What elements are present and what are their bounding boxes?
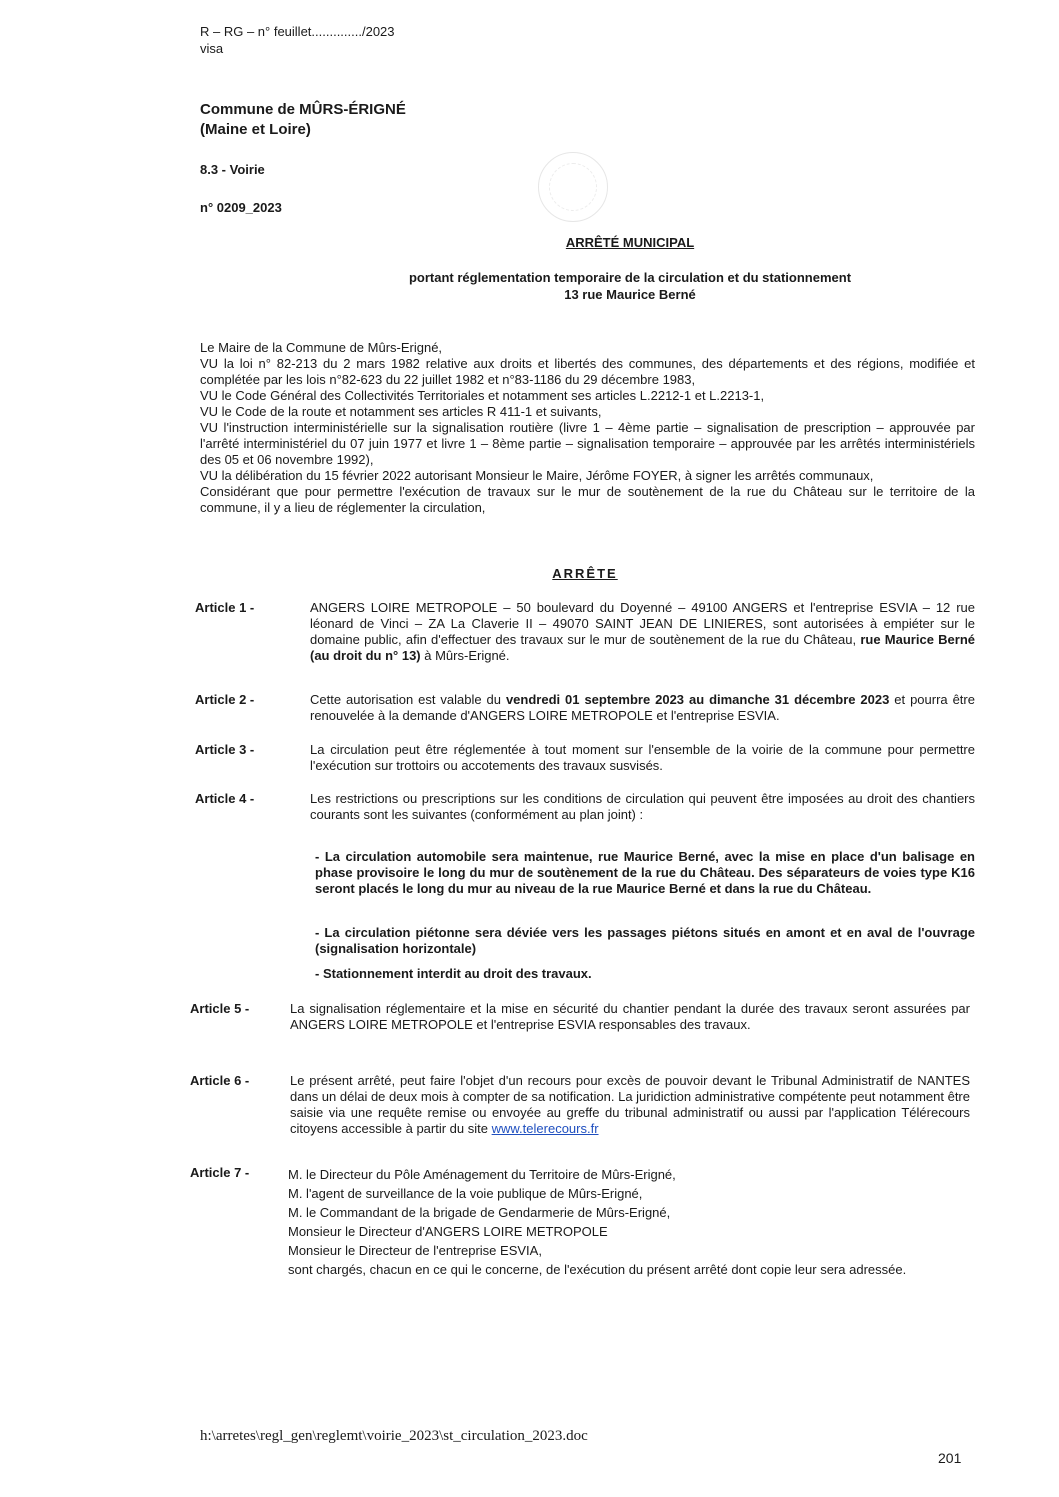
article-3-label: Article 3 -: [195, 742, 255, 757]
article-4-bullet-pedestrian: - La circulation piétonne sera déviée vers les passages piétons situés en amont et en aval de l'ouvrage (signalisation horizontale): [315, 925, 975, 956]
article-5-label: Article 5 -: [190, 1001, 250, 1016]
decree-address: 13 rue Maurice Berné: [564, 287, 696, 302]
article-2-body: [310, 692, 975, 724]
arrete-heading: ARRÊTE: [552, 566, 618, 581]
article-7-body: [288, 1165, 978, 1279]
article-7-label: Article 7 -: [190, 1165, 250, 1180]
preamble-considerant: Considérant que pour permettre l'exécution de travaux sur le mur de soutènement de la rue du Château sur le territoire de la commune, il y a lieu de réglementer la circulation,: [200, 484, 975, 515]
commune-name: Commune de MÛRS-ÉRIGNÉ: [200, 101, 406, 118]
visa-label: visa: [200, 41, 224, 56]
article-1-location: rue Maurice Berné (au droit du n° 13): [310, 632, 975, 663]
article-7-recipient-4: Monsieur le Directeur d'ANGERS LOIRE METROPOLE: [288, 1224, 608, 1239]
article-6-label: Article 6 -: [190, 1073, 250, 1088]
reference-line: R – RG – n° feuillet............../2023: [200, 24, 395, 39]
faded-seal-stamp: [538, 152, 608, 222]
article-7-recipient-1: M. le Directeur du Pôle Aménagement du Territoire de Mûrs-Erigné,: [288, 1167, 676, 1182]
article-2-text-end: et pourra être renouvelée à la demande d'ANGERS LOIRE METROPOLE et l'entreprise ESVIA.: [310, 692, 975, 723]
article-4-bullet-parking: - Stationnement interdit au droit des travaux.: [315, 966, 592, 981]
article-2-dates: vendredi 01 septembre 2023 au dimanche 31 décembre 2023: [505, 692, 890, 707]
preamble-cgct: VU le Code Général des Collectivités Territoriales et notamment ses articles L.2212-1 et L.2213-1,: [200, 388, 765, 403]
preamble-law-1982: VU la loi n° 82-213 du 2 mars 1982 relative aux droits et libertés des communes, des départements et des régions, modifiée et complétée par les lois n°82-623 du 22 juillet 1982 et n°83-1186 du 29 décembre 1983,: [200, 356, 975, 387]
article-2-text-start: Cette autorisation est valable du: [310, 692, 501, 707]
article-6-text: Le présent arrêté, peut faire l'objet d'un recours pour excès de pouvoir devant le Tribunal Administratif de NANTES dans un délai de deux mois à compter de sa notification. La juridiction administrative compétente peut notamment être saisie via une requête remise ou envoyée au greffe du tribunal administratif ou aussi par l'application Télérecours citoyens accessible à partir du site: [290, 1073, 970, 1136]
article-4-label: Article 4 -: [195, 791, 255, 806]
decree-number: n° 0209_2023: [200, 200, 282, 215]
article-1-body: [310, 600, 975, 664]
preamble-instruction: VU l'instruction interministérielle sur la signalisation routière (livre 1 – 4ème partie – signalisation de prescription – approuvée par l'arrêté interministériel du 07 juin 1977 et livre 1 – 8ème partie – signalisation temporaire – approuvée par les arrêtés interministériels des 05 et 06 novembre 1992),: [200, 420, 975, 467]
preamble-deliberation: VU la délibération du 15 février 2022 autorisant Monsieur le Maire, Jérôme FOYER, à signer les arrêtés communaux,: [200, 468, 874, 483]
article-4-bullet-traffic: - La circulation automobile sera maintenue, rue Maurice Berné, avec la mise en place d'un balisage en phase provisoire le long du mur de soutènement de la rue du Château. Des séparateurs de voies type K16 seront placés le long du mur au niveau de la rue Maurice Berné et dans la rue du Château.: [315, 849, 975, 896]
article-1-text: ANGERS LOIRE METROPOLE – 50 boulevard du Doyenné – 49100 ANGERS et l'entreprise ESVIA – 12 rue léonard de Vinci – ZA La Claverie II – 49070 SAINT JEAN DE LINIERES, sont autorisées à empiéter sur le domaine public, afin d'effectuer des travaux sur le mur de soutènement de la rue du Château,: [310, 600, 975, 647]
article-5-body: La signalisation réglementaire et la mise en sécurité du chantier pendant la durée des travaux seront assurées par ANGERS LOIRE METROPOLE et l'entreprise ESVIA responsables des travaux.: [290, 1001, 970, 1032]
department-name: (Maine et Loire): [200, 121, 311, 138]
preamble-code-route: VU le Code de la route et notamment ses articles R 411-1 et suivants,: [200, 404, 602, 419]
article-3-body: La circulation peut être réglementée à tout moment sur l'ensemble de la voirie de la commune pour permettre l'exécution sur trottoirs ou accotements des travaux susvisés.: [310, 742, 975, 773]
telerecours-link[interactable]: www.telerecours.fr: [491, 1121, 599, 1136]
category-label: 8.3 - Voirie: [200, 162, 265, 177]
file-path-footer: h:\arretes\regl_gen\reglemt\voirie_2023\st_circulation_2023.doc: [200, 1428, 588, 1444]
article-1-label: Article 1 -: [195, 600, 255, 615]
preamble: [200, 340, 975, 516]
article-7-closing: sont chargés, chacun en ce qui le concerne, de l'exécution du présent arrêté dont copie leur sera adressée.: [288, 1262, 907, 1277]
article-7-recipient-3: M. le Commandant de la brigade de Gendarmerie de Mûrs-Erigné,: [288, 1205, 671, 1220]
article-1-tail: à Mûrs-Erigné.: [424, 648, 510, 663]
page-number: 201: [938, 1450, 962, 1466]
decree-subtitle: portant réglementation temporaire de la circulation et du stationnement: [408, 270, 852, 285]
preamble-mayor: Le Maire de la Commune de Mûrs-Erigné,: [200, 340, 443, 355]
article-2-label: Article 2 -: [195, 692, 255, 707]
article-7-recipient-5: Monsieur le Directeur de l'entreprise ESVIA,: [288, 1243, 542, 1258]
article-6-body: [290, 1073, 970, 1137]
article-7-recipient-2: M. l'agent de surveillance de la voie publique de Mûrs-Erigné,: [288, 1186, 643, 1201]
article-4-body: Les restrictions ou prescriptions sur les conditions de circulation qui peuvent être imposées au droit des chantiers courants sont les suivantes (conformément au plan joint) :: [310, 791, 975, 822]
decree-title: ARRÊTÉ MUNICIPAL: [565, 235, 695, 250]
